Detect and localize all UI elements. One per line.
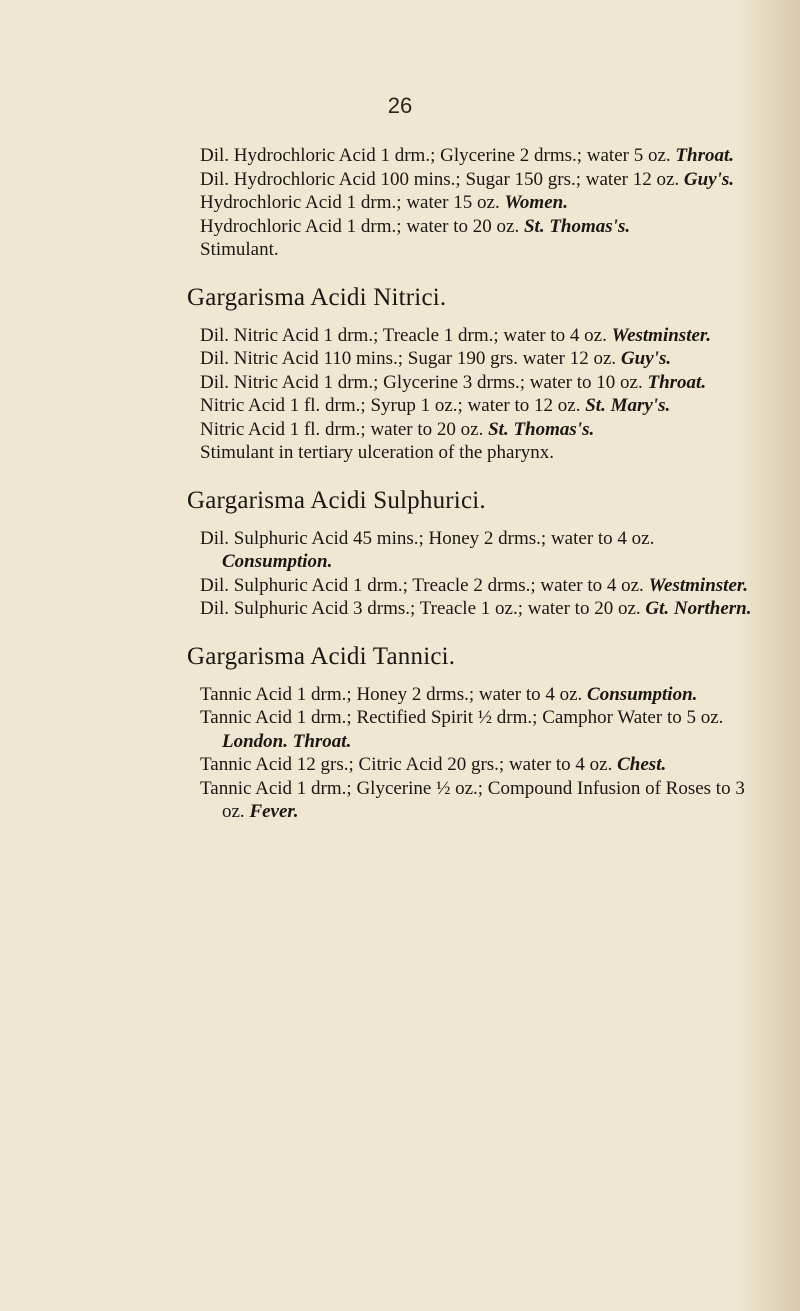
recipe-source: Consumption. — [222, 551, 333, 572]
recipe-entry: Nitric Acid 1 fl. drm.; Syrup 1 oz.; water to 12 oz. St. Mary's. — [200, 395, 671, 416]
recipe-source: London. Throat. — [222, 730, 352, 752]
recipe-entry: Tannic Acid 1 drm.; Glycerine ½ oz.; Compound Infusion of Roses to 3 oz. Fever. — [200, 777, 745, 822]
section-nitric — [187, 283, 752, 465]
recipe-entry: Dil. Nitric Acid 1 drm.; Treacle 1 drm.; water to 4 oz. Westminster. — [200, 324, 712, 346]
recipe-entry: Tannic Acid 1 drm.; Honey 2 drms.; water to 4 oz. Consumption. — [200, 683, 698, 705]
page-number: 26 — [387, 93, 413, 118]
recipe-source: Throat. — [675, 145, 735, 166]
recipe-entry: Dil. Nitric Acid 110 mins.; Sugar 190 grs. water 12 oz. Guy's. — [200, 348, 672, 369]
intro-section — [200, 144, 752, 262]
recipe-entry: Dil. Hydrochloric Acid 100 mins.; Sugar 150 grs.; water 12 oz. Guy's. — [200, 168, 735, 190]
recipe-source: Chest. — [617, 754, 667, 775]
recipe-entry: Hydrochloric Acid 1 drm.; water 15 oz. Women. — [200, 192, 568, 213]
recipe-source: Guy's. — [683, 168, 735, 190]
page-content — [187, 144, 752, 824]
recipe-entry: Dil. Hydrochloric Acid 1 drm.; Glycerine 2 drms.; water 5 oz. Throat. — [200, 145, 735, 166]
section-heading: Gargarisma Acidi Tannici. — [187, 642, 456, 670]
recipe-source: St. Thomas's. — [488, 418, 595, 440]
recipe-entry: Hydrochloric Acid 1 drm.; water to 20 oz. St. Thomas's. — [200, 215, 631, 237]
recipe-source: Gt. Northern. — [645, 598, 752, 619]
recipe-entry: Tannic Acid 1 drm.; Rectified Spirit ½ drm.; Camphor Water to 5 oz. London. Throat. — [200, 707, 724, 752]
recipe-source: St. Thomas's. — [523, 215, 631, 237]
recipe-source: Consumption. — [587, 683, 698, 705]
recipe-source: St. Mary's. — [585, 395, 671, 416]
recipe-source: Fever. — [249, 801, 299, 822]
section-sulphuric — [187, 486, 752, 621]
recipe-note: Stimulant. — [200, 239, 279, 260]
recipe-source: Women. — [504, 192, 568, 213]
section-heading: Gargarisma Acidi Sulphurici. — [187, 486, 486, 514]
section-heading: Gargarisma Acidi Nitrici. — [187, 283, 447, 311]
recipe-entry: Dil. Sulphuric Acid 45 mins.; Honey 2 drms.; water to 4 oz. Consumption. — [200, 527, 655, 572]
recipe-entry: Tannic Acid 12 grs.; Citric Acid 20 grs.; water to 4 oz. Chest. — [200, 754, 667, 775]
recipe-source: Westminster. — [648, 574, 748, 596]
recipe-entry: Dil. Sulphuric Acid 3 drms.; Treacle 1 oz.; water to 20 oz. Gt. Northern. — [200, 598, 752, 619]
recipe-source: Westminster. — [611, 324, 712, 346]
recipe-source: Guy's. — [620, 348, 672, 369]
recipe-source: Throat. — [647, 371, 707, 393]
recipe-entry: Nitric Acid 1 fl. drm.; water to 20 oz. St. Thomas's. — [200, 418, 595, 440]
recipe-entry: Dil. Sulphuric Acid 1 drm.; Treacle 2 drms.; water to 4 oz. Westminster. — [200, 574, 748, 596]
recipe-note: Stimulant in tertiary ulceration of the pharynx. — [200, 442, 555, 463]
recipe-entry: Dil. Nitric Acid 1 drm.; Glycerine 3 drms.; water to 10 oz. Throat. — [200, 371, 707, 393]
section-tannic — [187, 642, 752, 824]
